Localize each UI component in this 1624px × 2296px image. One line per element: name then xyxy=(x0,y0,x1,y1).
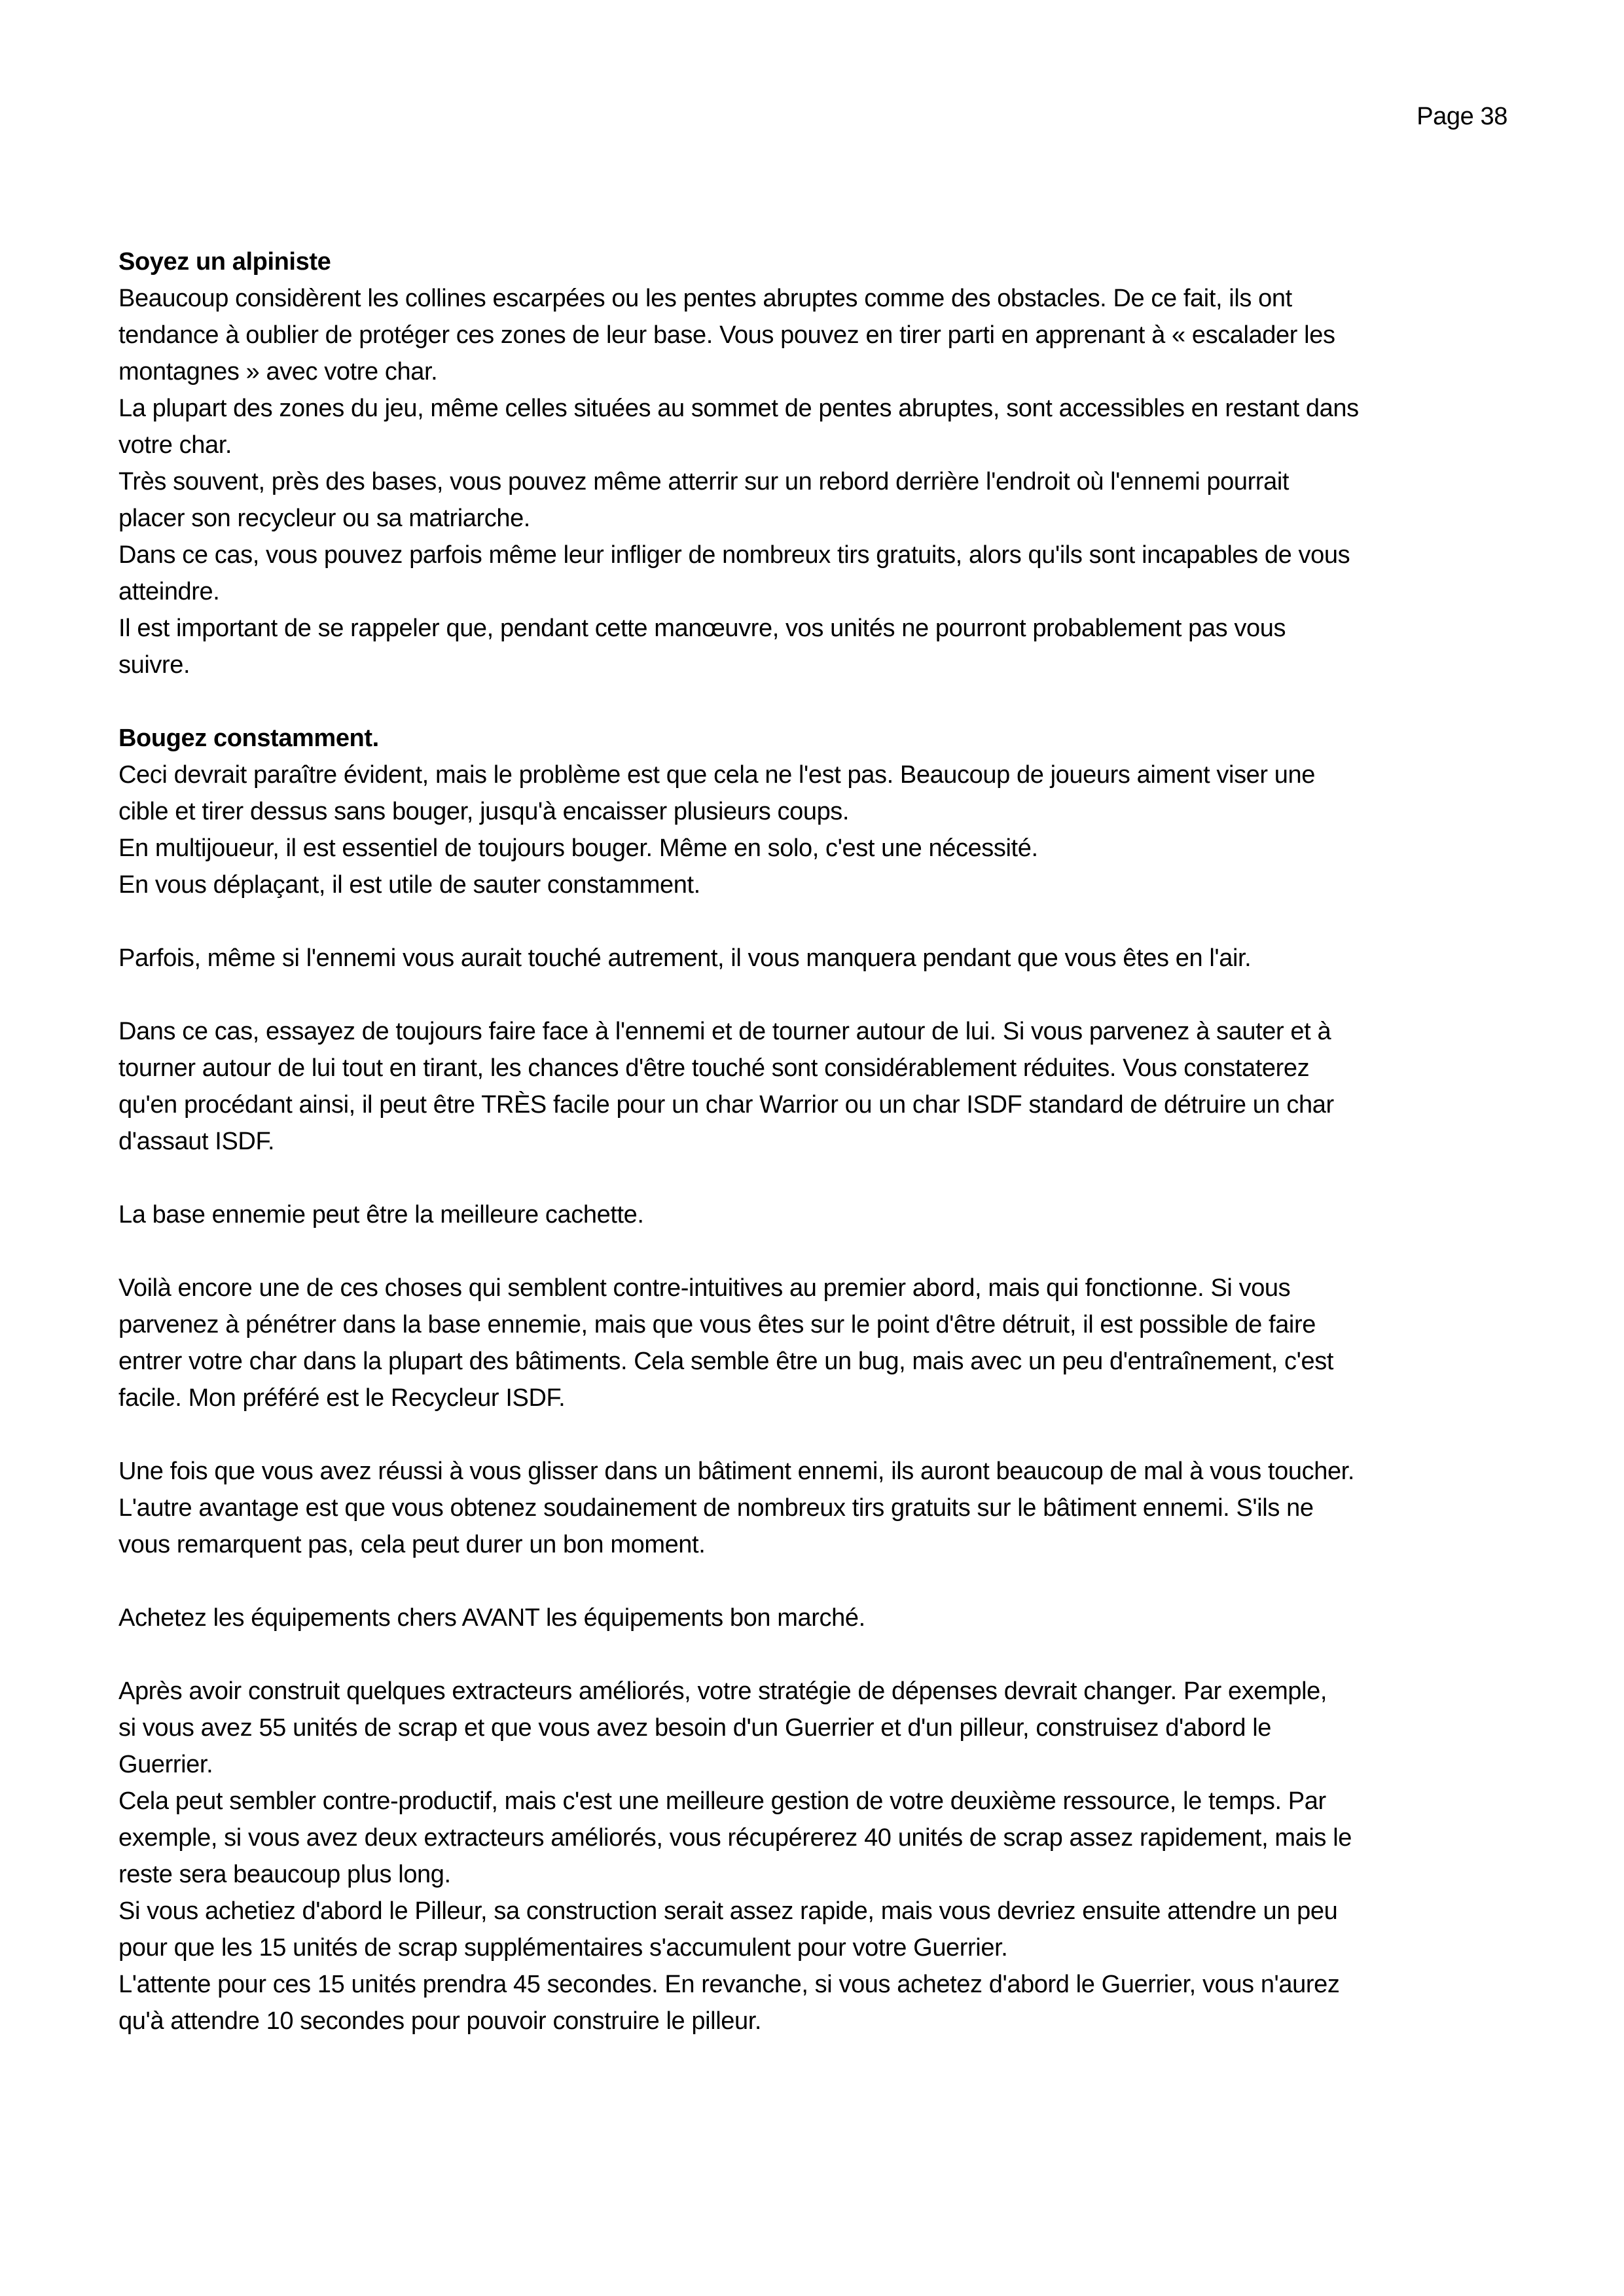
blank-line xyxy=(118,1160,1532,1196)
blank-line xyxy=(118,1416,1532,1453)
blank-line xyxy=(118,1233,1532,1270)
text-line: Achetez les équipements chers AVANT les équipements bon marché. xyxy=(118,1604,865,1632)
text-line: Il est important de se rappeler que, pendant cette manœuvre, vos unités ne pourront probablement pas vous xyxy=(118,615,1286,642)
text-line: Ceci devrait paraître évident, mais le problème est que cela ne l'est pas. Beaucoup de joueurs aiment viser une xyxy=(118,761,1316,789)
text-line: reste sera beaucoup plus long. xyxy=(118,1861,451,1888)
text-line: L'autre avantage est que vous obtenez soudainement de nombreux tirs gratuits sur le bâtiment ennemi. S'ils ne xyxy=(118,1494,1314,1522)
blank-line xyxy=(118,683,1532,720)
text-line: tendance à oublier de protéger ces zones de leur base. Vous pouvez en tirer parti en apprenant à « escalader les xyxy=(118,321,1335,349)
text-line: qu'en procédant ainsi, il peut être TRÈS facile pour un char Warrior ou un char ISDF standard de détruire un char xyxy=(118,1091,1334,1119)
text-line: facile. Mon préféré est le Recycleur ISDF. xyxy=(118,1384,566,1412)
text-line: atteindre. xyxy=(118,578,220,605)
text-line: Dans ce cas, essayez de toujours faire face à l'ennemi et de tourner autour de lui. Si vous parvenez à sauter et à xyxy=(118,1018,1331,1045)
text-line: Guerrier. xyxy=(118,1751,213,1778)
text-line: L'attente pour ces 15 unités prendra 45 secondes. En revanche, si vous achetez d'abord le Guerrier, vous n'aurez xyxy=(118,1971,1340,1998)
text-line: cible et tirer dessus sans bouger, jusqu'à encaisser plusieurs coups. xyxy=(118,798,850,825)
blank-line xyxy=(118,977,1532,1013)
document-body xyxy=(118,243,1532,2039)
text-line: En vous déplaçant, il est utile de sauter constamment. xyxy=(118,871,700,899)
text-line: si vous avez 55 unités de scrap et que vous avez besoin d'un Guerrier et d'un pilleur, construisez d'abord le xyxy=(118,1714,1271,1742)
blank-line xyxy=(118,1636,1532,1673)
text-line: vous remarquent pas, cela peut durer un bon moment. xyxy=(118,1531,706,1558)
text-line: Beaucoup considèrent les collines escarpées ou les pentes abruptes comme des obstacles. De ce fait, ils ont xyxy=(118,285,1292,312)
text-line: qu'à attendre 10 secondes pour pouvoir construire le pilleur. xyxy=(118,2007,762,2035)
text-line: Si vous achetiez d'abord le Pilleur, sa construction serait assez rapide, mais vous devriez ensuite attendre un peu xyxy=(118,1897,1338,1925)
text-line: entrer votre char dans la plupart des bâtiments. Cela semble être un bug, mais avec un peu d'entraînement, c'est xyxy=(118,1348,1333,1375)
text-line: Voilà encore une de ces choses qui semblent contre-intuitives au premier abord, mais qui fonctionne. Si vous xyxy=(118,1274,1291,1302)
text-line: parvenez à pénétrer dans la base ennemie, mais que vous êtes sur le point d'être détruit, il est possible de faire xyxy=(118,1311,1316,1338)
page-number: Page 38 xyxy=(1416,103,1507,130)
text-line: Dans ce cas, vous pouvez parfois même leur infliger de nombreux tirs gratuits, alors qu'ils sont incapables de vous xyxy=(118,541,1350,569)
text-line: tourner autour de lui tout en tirant, les chances d'être touché sont considérablement réduites. Vous constaterez xyxy=(118,1054,1310,1082)
text-line: Après avoir construit quelques extracteurs améliorés, votre stratégie de dépenses devrait changer. Par exemple, xyxy=(118,1677,1327,1705)
text-line: montagnes » avec votre char. xyxy=(118,358,438,386)
text-line: d'assaut ISDF. xyxy=(118,1128,275,1155)
blank-line xyxy=(118,903,1532,940)
text-line: pour que les 15 unités de scrap supplémentaires s'accumulent pour votre Guerrier. xyxy=(118,1934,1008,1962)
text-line: votre char. xyxy=(118,431,232,459)
text-line: placer son recycleur ou sa matriarche. xyxy=(118,505,530,532)
text-line: Très souvent, près des bases, vous pouvez même atterrir sur un rebord derrière l'endroit où l'ennemi pourrait xyxy=(118,468,1290,495)
text-line: exemple, si vous avez deux extracteurs améliorés, vous récupérerez 40 unités de scrap assez rapidement, mais le xyxy=(118,1824,1352,1852)
text-line: La plupart des zones du jeu, même celles situées au sommet de pentes abruptes, sont accessibles en restant dans xyxy=(118,395,1359,422)
text-line: suivre. xyxy=(118,651,190,679)
text-line: Parfois, même si l'ennemi vous aurait touché autrement, il vous manquera pendant que vous êtes en l'air. xyxy=(118,944,1252,972)
text-line: La base ennemie peut être la meilleure cachette. xyxy=(118,1201,644,1229)
section-heading: Bougez constamment. xyxy=(118,725,379,752)
blank-line xyxy=(118,1563,1532,1600)
text-line: En multijoueur, il est essentiel de toujours bouger. Même en solo, c'est une nécessité. xyxy=(118,834,1038,862)
text-line: Une fois que vous avez réussi à vous glisser dans un bâtiment ennemi, ils auront beaucoup de mal à vous toucher. xyxy=(118,1458,1354,1485)
text-line: Cela peut sembler contre-productif, mais c'est une meilleure gestion de votre deuxième ressource, le temps. Par xyxy=(118,1787,1326,1815)
section-heading: Soyez un alpiniste xyxy=(118,248,331,276)
